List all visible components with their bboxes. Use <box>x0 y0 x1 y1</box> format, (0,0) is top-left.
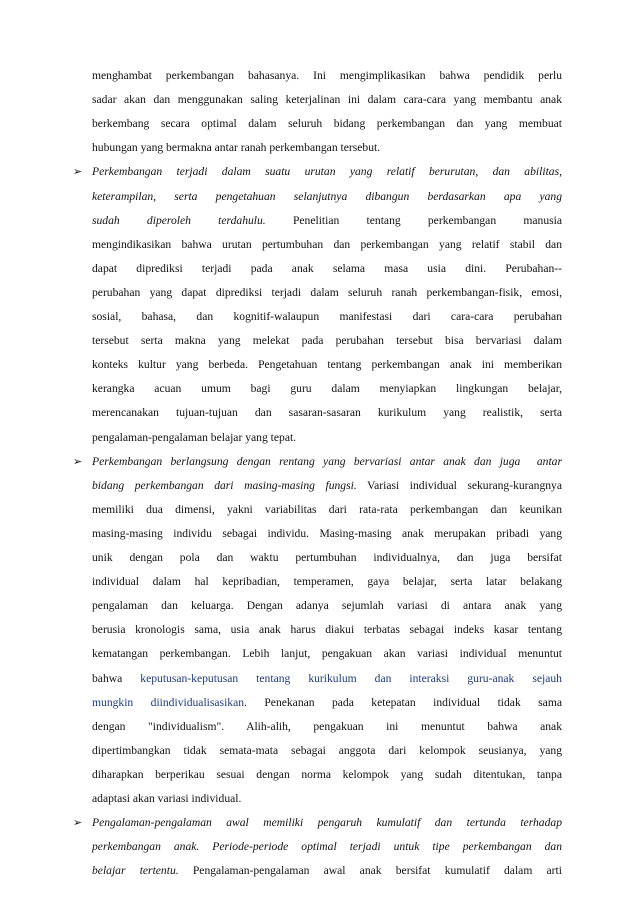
text-segment: perubahan yang dapat diprediksi terjadi dalam seluruh ranah perkembangan-fisik, emosi, <box>92 286 562 299</box>
text-line <box>92 863 562 879</box>
text-line <box>92 767 562 783</box>
text-line <box>92 333 562 349</box>
text-line <box>92 671 562 687</box>
text-segment: sudah diperoleh terdahulu. <box>92 214 266 227</box>
text-line <box>92 454 562 470</box>
text-line <box>92 189 562 205</box>
text-segment: merencanakan tujuan-tujuan dan sasaran-sasaran kurikulum yang realistik, serta <box>92 406 562 419</box>
text-segment: pengalaman-pengalaman belajar yang tepat. <box>92 431 297 444</box>
text-line <box>92 68 562 84</box>
text-segment: individual dalam hal kepribadian, temperamen, gaya belajar, serta latar belakang <box>92 575 562 588</box>
text-line <box>92 622 562 638</box>
bullet-arrow-icon: ➢ <box>73 816 83 829</box>
text-segment: sadar akan dan menggunakan saling keterjalinan ini dalam cara-cara yang membantu anak <box>92 93 562 106</box>
text-line <box>92 839 562 855</box>
text-segment: masing-masing individu sebagai individu. Masing-masing anak merupakan pribadi yang <box>92 527 562 540</box>
text-segment: kerangka acuan umum bagi guru dalam menyiapkan lingkungan belajar, <box>92 382 562 395</box>
text-segment: Perkembangan terjadi dalam suatu urutan yang relatif berurutan, dan abilitas, <box>92 165 562 178</box>
text-line <box>92 261 562 277</box>
text-segment: Penelitian tentang perkembangan manusia <box>265 214 562 227</box>
bullet-arrow-icon: ➢ <box>73 455 83 468</box>
text-segment: berkembang secara optimal dalam seluruh bidang perkembangan dan yang membuat <box>92 117 562 130</box>
text-line <box>92 646 562 662</box>
text-segment: berusia kronologis sama, usia anak harus diakui terbatas sebagai indeks kasar tentang <box>92 623 562 636</box>
text-line <box>92 309 562 325</box>
text-line <box>92 164 562 180</box>
text-segment: Pengalaman-pengalaman awal anak bersifat kumulatif dalam arti <box>178 864 562 877</box>
text-segment: memiliki dua dimensi, yakni variabilitas dari rata-rata perkembangan dan keunikan <box>92 503 562 516</box>
text-segment: mengindikasikan bahwa urutan pertumbuhan dan perkembangan yang relatif stabil dan <box>92 238 562 251</box>
text-line <box>92 695 562 711</box>
text-segment: bidang perkembangan dari masing-masing fungsi. <box>92 479 357 492</box>
text-line <box>92 719 562 735</box>
text-segment: adaptasi akan variasi individual. <box>92 792 242 805</box>
text-segment: bahwa <box>92 672 141 685</box>
text-line <box>92 140 562 156</box>
text-line <box>92 574 562 590</box>
text-segment: perkembangan anak. Periode-periode optimal terjadi untuk tipe perkembangan dan <box>92 840 562 853</box>
text-line <box>92 478 562 494</box>
text-line <box>92 381 562 397</box>
text-segment: diharapkan berperikau sesuai dengan norma kelompok yang sudah ditentukan, tanpa <box>92 768 562 781</box>
text-line <box>92 405 562 421</box>
text-segment: dapat diprediksi terjadi pada anak selama masa usia dini. Perubahan-- <box>92 262 562 275</box>
bullet-arrow-icon: ➢ <box>73 165 83 178</box>
text-line <box>92 526 562 542</box>
text-line <box>92 791 562 807</box>
text-line <box>92 285 562 301</box>
text-line <box>92 92 562 108</box>
text-line <box>92 550 562 566</box>
text-segment: belajar tertentu. <box>92 864 179 877</box>
text-segment: unik dengan pola dan waktu pertumbuhan individualnya, dan juga bersifat <box>92 551 562 564</box>
highlighted-text: keputusan-keputusan tentang kurikulum dan interaksi guru-anak sejauh <box>140 672 562 685</box>
text-segment: dipertimbangkan tidak semata-mata sebagai anggota dari kelompok seusianya, yang <box>92 744 562 757</box>
text-line <box>92 743 562 759</box>
text-line <box>92 213 562 229</box>
text-segment: Pengalaman-pengalaman awal memiliki pengaruh kumulatif dan tertunda terhadap <box>92 816 562 829</box>
text-segment: dengan "individualism". Alih-alih, pengakuan ini menuntut bahwa anak <box>92 720 562 733</box>
text-line <box>92 502 562 518</box>
text-segment: keterampilan, serta pengetahuan selanjutnya dibangun berdasarkan apa yang <box>92 190 562 203</box>
text-segment: pengalaman dan keluarga. Dengan adanya sejumlah variasi di antara anak yang <box>92 599 562 612</box>
text-segment: Variasi individual sekurang-kurangnya <box>356 479 563 492</box>
text-segment: konteks kultur yang berbeda. Pengetahuan tentang perkembangan anak ini memberikan <box>92 358 562 371</box>
text-segment: hubungan yang bermakna antar ranah perkembangan tersebut. <box>92 141 381 154</box>
text-line <box>92 815 562 831</box>
text-segment: . Penekanan pada ketepatan individual tidak sama <box>244 696 562 709</box>
text-line <box>92 237 562 253</box>
highlighted-text: mungkin diindividualisasikan <box>92 696 245 709</box>
text-segment: tersebut serta makna yang melekat pada perubahan tersebut bisa bervariasi dalam <box>92 334 562 347</box>
text-line <box>92 116 562 132</box>
text-segment: Perkembangan berlangsung dengan rentang yang bervariasi antar anak dan juga antar <box>92 455 562 468</box>
text-segment: kematangan perkembangan. Lebih lanjut, pengakuan akan variasi individual menuntut <box>92 647 562 660</box>
text-segment: menghambat perkembangan bahasanya. Ini mengimplikasikan bahwa pendidik perlu <box>92 69 562 82</box>
text-line <box>92 430 562 446</box>
text-segment: sosial, bahasa, dan kognitif-walaupun manifestasi dari cara-cara perubahan <box>92 310 562 323</box>
text-line <box>92 598 562 614</box>
text-line <box>92 357 562 373</box>
